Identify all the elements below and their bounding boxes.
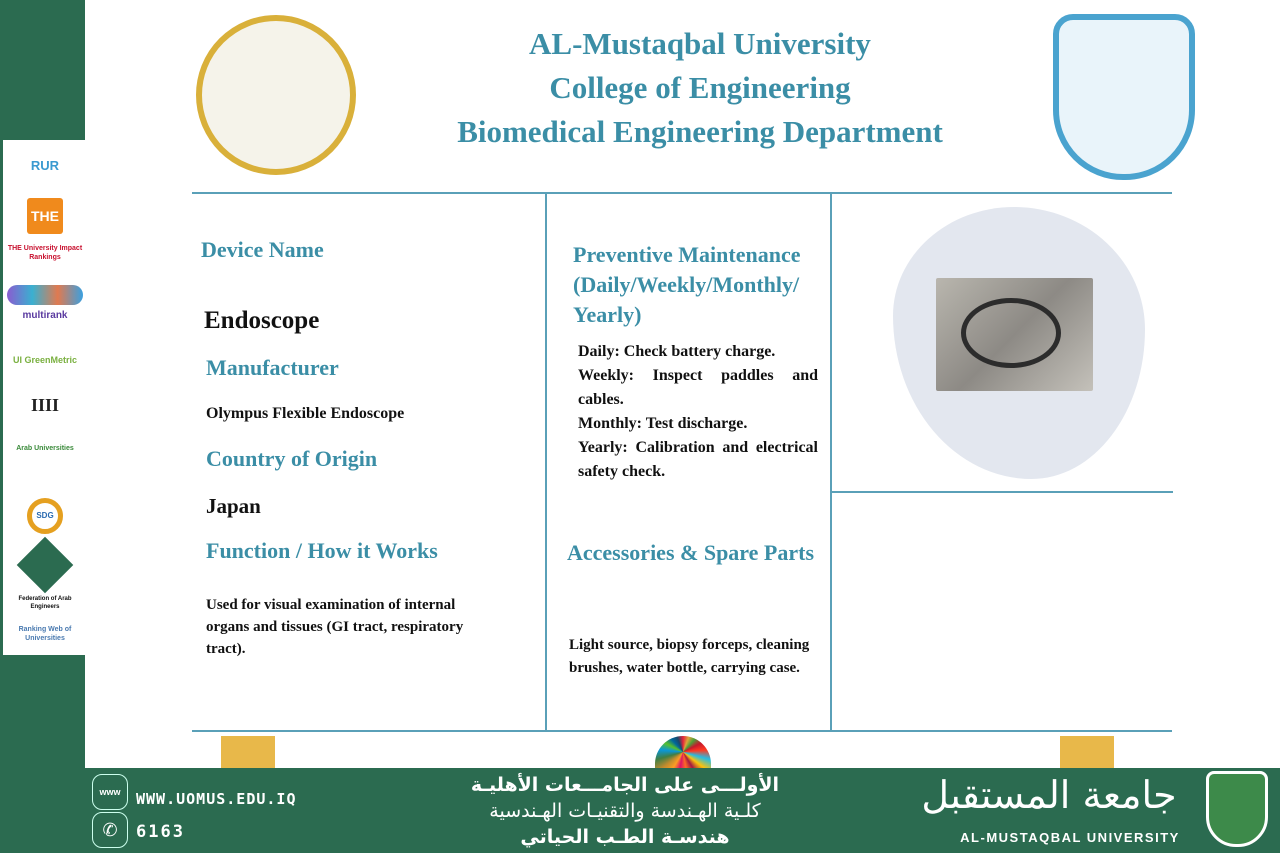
function-text: Used for visual examination of internal organs and tissues (GI tract, respiratory tract). (206, 597, 464, 657)
arab-engineers-logo: Federation of Arab Engineers (18, 596, 72, 610)
endoscope-cable (961, 298, 1061, 368)
sdg-logo: SDG (27, 498, 63, 534)
footer-arabic (400, 772, 850, 850)
maintenance-section (573, 240, 825, 484)
footer-arabic-line: هندسـة الطـب الحياتي (520, 826, 730, 848)
divider (192, 730, 1172, 732)
globe-icon: www (92, 774, 128, 810)
page-title (430, 22, 970, 154)
institution-icon: IIII (30, 395, 60, 415)
multirank-logo: multirank (22, 310, 68, 321)
divider (545, 192, 547, 732)
university-shield-logo (1053, 14, 1195, 180)
webometrics-logo: Ranking Web of Universities (18, 626, 72, 642)
arab-engineers-emblem (17, 537, 74, 594)
greenmetric-logo: UI GreenMetric (12, 355, 78, 365)
divider (192, 192, 1172, 194)
university-footer-logo (1206, 771, 1268, 847)
maintenance-list (578, 340, 818, 484)
rankings-sidebar (3, 140, 85, 655)
sdg4-icon (1060, 736, 1114, 768)
function-label: Function / How it Works (206, 538, 438, 563)
maintenance-item: Weekly: Inspect paddles and cables. (578, 367, 818, 408)
maintenance-item: Daily: Check battery charge. (578, 343, 776, 360)
university-name: AL-Mustaqbal University (529, 26, 871, 61)
divider (830, 491, 1173, 493)
department-logo (196, 15, 356, 175)
endoscope-image (936, 278, 1093, 391)
footer-arabic-line: الأولـــى على الجامـــعات الأهليـة (470, 774, 780, 796)
maintenance-item: Monthly: Test discharge. (578, 415, 748, 432)
device-name-label: Device Name (201, 237, 324, 262)
the-logo: THE (27, 198, 63, 234)
maintenance-item: Yearly: Calibration and electrical safety check. (578, 439, 818, 480)
phone-number: 6163 (136, 822, 185, 842)
the-impact-logo: THE University Impact Rankings (7, 245, 83, 261)
footer-arabic-line: كلـية الهـندسة والتقنيـات الهـندسية (489, 800, 761, 822)
country-label: Country of Origin (206, 446, 378, 471)
arab-universities-logo: Arab Universities (16, 445, 74, 452)
device-name: Endoscope (204, 307, 320, 334)
country: Japan (206, 494, 261, 518)
phone-icon: ✆ (92, 812, 128, 848)
sdg3-icon (221, 736, 275, 768)
rur-logo: RUR (30, 158, 60, 173)
manufacturer: Olympus Flexible Endoscope (206, 405, 405, 422)
website-link[interactable]: WWW.UOMUS.EDU.IQ (136, 790, 297, 808)
maintenance-label: Preventive Maintenance (Daily/Weekly/Monthly/ Yearly) (573, 242, 801, 327)
department-name: Biomedical Engineering Department (457, 114, 943, 149)
brand-english: AL-MUSTAQBAL UNIVERSITY (960, 830, 1180, 845)
manufacturer-label: Manufacturer (206, 355, 339, 380)
brand-arabic: جامعة المستقبل (921, 773, 1177, 817)
college-name: College of Engineering (549, 70, 851, 105)
multirank-graphic (7, 285, 83, 305)
accessories-text: Light source, biopsy forceps, cleaning brushes, water bottle, carrying case. (569, 637, 810, 676)
accessories-label: Accessories & Spare Parts (567, 540, 815, 565)
